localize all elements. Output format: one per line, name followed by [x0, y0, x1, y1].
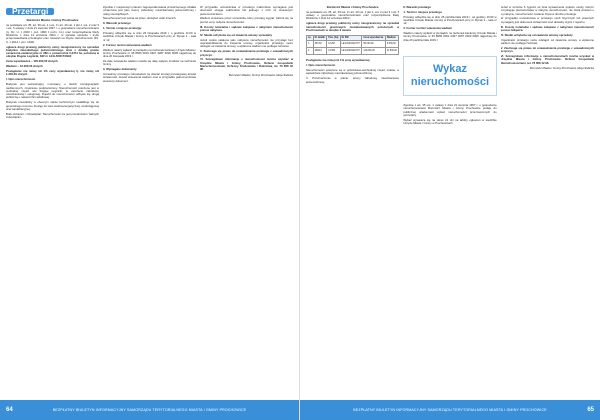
table-cell: 408/13 — [313, 48, 327, 55]
bid-increment: Postąpienie nie mniej niż 1% ceny wywoławczej. — [306, 58, 371, 63]
right-page-columns — [306, 6, 594, 394]
left-column-2 — [103, 6, 196, 394]
subheading: V. Zastrzega się prawo do unieważnienia przetargu z uzasadnionych przyczyn. — [500, 45, 594, 54]
paragraph: W przypadku uczestnictwa w przetargu małżonków wymagana jest obecność obojga małżonków lub jednego z nich ze stosownym pełnomocnictwem. — [200, 6, 293, 16]
subheading: 3. Wymagane dokumenty — [103, 67, 137, 72]
paragraph: Jeżeli osoba ustalona jako nabywca nieruchomości nie przystąpi bez usprawiedliwienia do zawarcia umowy, organizator przetargu może odstąpić od zawarcia umowy, a wpłacone wadium nie podlega zwrotowi. — [200, 37, 293, 49]
subheading: I. Opis nieruchomości — [6, 77, 36, 82]
right-page — [300, 0, 600, 420]
right-column-3 — [501, 6, 594, 394]
section-title-line-1: Wykaz — [432, 63, 468, 76]
left-page-columns — [6, 6, 293, 394]
subheading: I. Opis nieruchomości — [306, 63, 336, 68]
paragraph: Budynek mieszkalny w obecnym stanie technicznym kwalifikuje się do generalnego remontu. Dostęp do sieci elektroenergetycznej, wodociągowej oraz kanalizacyjnej. — [6, 100, 99, 111]
paragraph: II. Przeznaczenie w planie: tereny zabudowy mieszkaniowej jednorodzinnej. — [306, 76, 400, 84]
table-cell: 2. — [307, 48, 314, 55]
paragraph: Nieruchomości położone są w południowo-wschodniej części miasta, w sąsiedztwie zabudowy mieszkaniowej jednorodzinnej. — [306, 68, 400, 76]
table-cell: 95.000,00 — [362, 41, 386, 48]
table-header-cell: Lp. — [307, 36, 314, 41]
subheading: III. Koszty notarialne i sądowe związane z nabyciem nieruchomości ponosi nabywca. — [500, 24, 594, 32]
paragraph: Wadium należy wpłacić w pieniądzu na rachunek bankowy Urzędu Miasta i Gminy Prochowice nr 35 8669 0001 0307 3287 2000 0005 najpóźniej do dnia 20 listopada 2019 r. — [103, 47, 196, 59]
signature: Burmistrz Miasta i Gminy Prochowice Alicja Sielicka — [228, 72, 293, 77]
page-footer — [300, 400, 600, 420]
subheading: 1. Termin i miejsce przetargu — [103, 26, 142, 31]
subheading: V. Zastrzega się prawo do unieważnienia przetargu z uzasadnionych przyczyn. — [200, 49, 293, 57]
paragraph: Przetarg odbędzie się w dniu 26 listopada 2019 r. o godzinie 11:00 w siedzibie Urzędu Miasta i Gminy w Prochowicach przy ul. Rynek 1 – sala nr 12. — [103, 31, 196, 42]
section-title-box — [403, 56, 496, 96]
paragraph: Zgodnie z miejscowym planem zagospodarowania przestrzennego działka oznaczona jest jako tereny zabudowy mieszkaniowej jednorodzinnej i usług nieuciążliwych. — [103, 6, 196, 16]
starting-price: Cena wywoławcza – 120.000,00 złotych — [6, 59, 58, 64]
paragraph: Przetarg odbędzie się w dniu 26 października 2019 r. od godziny 10:00 w siedzibie Urzędu Miasta i Gminy w Prochowicach przy ul. Rynek 1 – sala nr 12. — [403, 14, 497, 26]
page-number: 64 — [6, 407, 13, 413]
right-column-1 — [306, 6, 399, 394]
page-footer — [0, 400, 299, 420]
announcer: Burmistrz Miasta i Gminy Prochowice — [26, 18, 79, 23]
paragraph: Organizator przetargu może odstąpić od zawarcia umowy, a wpłacone wadium nie podlega zwrotowi. — [500, 37, 594, 46]
left-column-1 — [6, 6, 99, 394]
announcement-title: ogłasza drugi przetarg publiczny ustny nieograniczony na sprzedaż nieruchomości gruntowych niezabudowanych położonych w Prochowicach w obrębie 3 miasta — [306, 21, 400, 32]
table-header-cell: Nr działki — [313, 36, 327, 41]
right-column-2 — [403, 6, 496, 394]
table-cell: 0,1584 — [327, 48, 340, 55]
subheading: 1. Termin i miejsce przetargu — [403, 9, 442, 14]
table-cell: 407/18 — [313, 41, 327, 48]
deposit: Wadium – 12.000,00 złotych — [6, 64, 43, 69]
paragraph: Zgodnie z art. 35 ust. 1 ustawy z dnia 21 sierpnia 1997 r. o gospodarce nieruchomościami Burmistrz Miasta i Gminy Prochowice podaje do publicznej wiadomości wykaz nieruchomości przeznaczonych do sprzedaży. — [403, 103, 497, 117]
table-header-cell: Wadium — [385, 36, 398, 41]
table-row — [307, 41, 399, 48]
announcer: Burmistrz Miasta i Gminy Prochowice — [326, 6, 379, 9]
table-header-cell: Nr KW — [340, 36, 362, 41]
page-number: 65 — [587, 407, 594, 413]
subheading: 2. Forma i termin wniesienia wadium — [103, 42, 152, 47]
paragraph: Nieruchomość jest wolna od praw i obciążeń osób trzecich. — [103, 16, 177, 21]
paragraph: Jeżeli w terminie 6 tygodni od dnia wywieszenia wykazu osoby, którym przysługuje pierwszeństwo w nabyciu nieruchomości, nie złożą wniosku o jej nabycie, nieruchomość zostanie zbyta w drodze przetargu. — [500, 6, 594, 16]
table-row — [307, 48, 399, 55]
footer-text: BEZPŁATNY BIULETYN INFORMACYJNY SAMORZĄDU TERYTORIALNEGO MIASTA I GMINY PROCHOWICE — [52, 408, 247, 412]
contact-info: VI. Szczegółowe informacje o nieruchomości można uzyskać w Urzędzie Miasta i Gminy Prochowice, Referat Gospodarki Nieruchomościami, Ochrony Środowiska i Rolnictwa, tel. 76 858 42 96. — [200, 57, 293, 72]
subheading: III. Koszty notarialne i sądowe związane z nabyciem nieruchomości ponosi nabywca. — [200, 24, 293, 32]
paragraph: Wykaz wywiesza się na okres 21 dni na tablicy ogłoszeń w siedzibie Urzędu Miasta i Gminy w Prochowicach. — [403, 117, 497, 126]
table-cell: LE1L/00031247/7 — [340, 41, 362, 48]
paragraph: Uczestnicy przetargu zobowiązani są okazać komisji przetargowej dowód tożsamości, dowód wniesienia wadium oraz w przypadku pełnomocnictwa stosowny dokument. — [103, 72, 196, 83]
table-header-cell: Pow. [ha] — [327, 36, 340, 41]
table-cell: 1. — [307, 41, 314, 48]
contact-info: VI. Szczegółowe informacje o nieruchomościach można uzyskać w Urzędzie Miasta i Gminy Prochowice, Referat Gospodarki Nieruchomościami, tel. 76 858 42 96. — [500, 54, 594, 65]
paragraph: Brak obciążeń i zobowiązań. Nieruchomość nie jest przedmiotem żadnych zobowiązań. — [6, 111, 99, 120]
paragraph: Wadium należy wpłacić w pieniądzu na rachunek bankowy Urzędu Miasta i Gminy Prochowice nr 35 8669 0001 0307 3287 2000 0005 najpóźniej do dnia 20 października 2019 r. — [403, 31, 497, 42]
paragraph: na podstawie art. 35, art. 39 ust. 1 i ust. 3 i art. 40 ust. 1 pkt 1, ust. 2 oraz 3 i ust. 5 ustawy z dnia 21 sierpnia 1997 r. o gospodarce nieruchomościami (t.j. Dz. U. z 2020 r. poz. 1990 z późn. zm.) oraz rozporządzenia Rady Ministrów z dnia 14 września 2004 r. w sprawie sposobu i trybu przeprowadzania przetargów oraz rokowań na zbycie nieruchomości (Dz. U. z 2014 r. poz. 1490) — [6, 23, 99, 44]
paragraph: Budynek jest wolnostojący, murowany, o dwóch kondygnacjach nadziemnych, częściowo podpiwniczony. Nieruchomość położona jest w centralnej części wsi Rogów Legnicki, w otoczeniu zabudowy mieszkaniowej i usługowej. Dojazd do nieruchomości odbywa się drogą publiczną o nawierzchni asfaltowej. — [6, 82, 99, 100]
announcement-title: ogłasza drugi przetarg publiczny ustny nieograniczony na sprzedaż budynku mieszkalnego jednorodzinnego wraz z działką gruntu oznaczoną ewidencyjnie nr 28/1 o powierzchni 0,0474 ha, położoną w obrębie Rogów Legnicki, KW nr LE1L/00017349/2 — [6, 44, 99, 59]
table-cell: 9.500,00 — [385, 41, 398, 48]
subheading: II. Warunki przetargu — [403, 6, 431, 9]
table-cell: 115.000,00 — [362, 48, 386, 55]
subheading: II. Warunki przetargu — [103, 21, 131, 26]
section-heading: Przetargi — [6, 8, 54, 15]
section-title-line-2: nieruchomości — [410, 76, 490, 89]
table-header-cell: Cena wywoławcza — [362, 36, 386, 41]
table-cell: 0,1297 — [327, 41, 340, 48]
left-column-3 — [200, 6, 293, 394]
paragraph: na podstawie art. 35, art. 39 ust. 3 i art. 40 ust. 1 pkt 1, ust. 2 oraz 3 i ust. 5 ustawy o gospodarce nieruchomościami oraz rozporządzenia Rady Ministrów z dnia 14 września 2004 r. — [306, 9, 400, 21]
subheading: IV. Skutki uchylenia się od zawarcia umowy sprzedaży — [200, 32, 273, 37]
table-cell: LE1L/00031247/7 — [340, 48, 362, 55]
paragraph: Za datę wniesienia wadium uważa się datę wpływu środków na rachunek Gminy. — [103, 59, 196, 67]
table-cell: 11.500,00 — [385, 48, 398, 55]
parcels-table — [306, 35, 399, 55]
paragraph: Wadium wniesione przez uczestnika, który przetarg wygrał, zalicza się na poczet ceny nabycia nieruchomości. — [200, 16, 293, 24]
paragraph: W przypadku uczestnictwa w przetargu osób fizycznych lub prawnych wymagany jest dokument tożsamości oraz aktualny wypis z rejestru. — [500, 16, 594, 24]
footer-text: BEZPŁATNY BIULETYN INFORMACYJNY SAMORZĄDU TERYTORIALNEGO MIASTA I GMINY PROCHOWICE — [353, 408, 547, 412]
signature: Burmistrz Miasta i Gminy Prochowice Alicja Sielicka — [529, 66, 594, 71]
subheading: 2. Forma i termin wniesienia wadium — [403, 26, 452, 31]
bid-increment: Postąpienie nie mniej niż 1% ceny wywoławczej tj. nie mniej niż 1.200,00 złotych — [6, 69, 99, 77]
subheading: IV. Skutki uchylenia się od zawarcia umowy sprzedaży — [500, 32, 573, 37]
